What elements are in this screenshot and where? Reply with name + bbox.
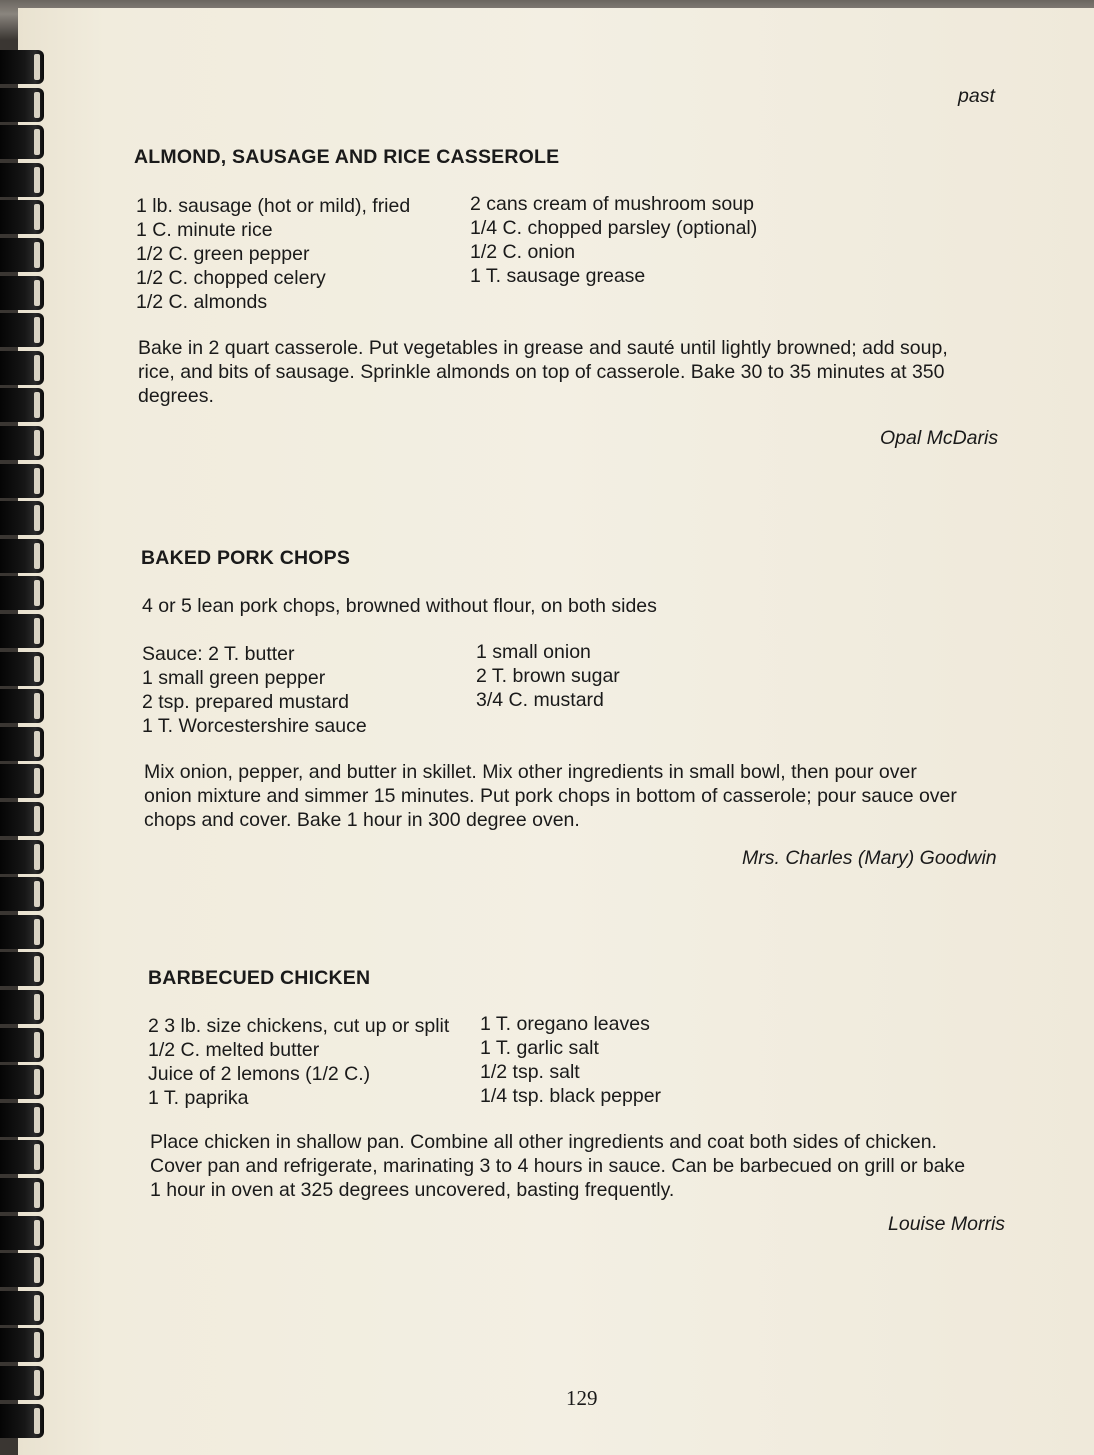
- binding-coil: [0, 689, 44, 723]
- binding-coil: [0, 877, 44, 911]
- ingredient-line: 1 T. garlic salt: [480, 1037, 599, 1059]
- binding-coil: [0, 125, 44, 159]
- ingredient-line: 3/4 C. mustard: [476, 689, 604, 711]
- binding-coil: [0, 163, 44, 197]
- cookbook-page: [18, 8, 1094, 1455]
- binding-coil: [0, 351, 44, 385]
- binding-coil: [0, 1065, 44, 1099]
- directions-line: Bake in 2 quart casserole. Put vegetables in grease and sauté until lightly browned; add soup,: [138, 337, 948, 359]
- ingredient-line: 1 small green pepper: [142, 667, 326, 689]
- directions-line: Place chicken in shallow pan. Combine all other ingredients and coat both sides of chicken.: [150, 1131, 937, 1153]
- page-number: 129: [566, 1386, 598, 1410]
- binding-coil: [0, 276, 44, 310]
- binding-coil: [0, 1291, 44, 1325]
- binding-coil: [0, 614, 44, 648]
- ingredient-line: 1/2 C. green pepper: [136, 243, 310, 265]
- binding-coil: [0, 764, 44, 798]
- ingredient-line: 1 T. oregano leaves: [480, 1013, 650, 1035]
- directions-line: degrees.: [138, 385, 214, 407]
- binding-coil: [0, 576, 44, 610]
- ingredient-line: 2 tsp. prepared mustard: [142, 691, 350, 713]
- ingredient-line: 2 3 lb. size chickens, cut up or split: [148, 1015, 450, 1037]
- ingredient-line: 2 cans cream of mushroom soup: [470, 193, 754, 215]
- ingredient-line: 1 small onion: [476, 641, 591, 663]
- ingredient-line: 1 T. Worcestershire sauce: [142, 715, 367, 737]
- binding-coil: [0, 501, 44, 535]
- section-label: past: [958, 85, 995, 107]
- ingredient-line: Sauce: 2 T. butter: [142, 643, 295, 665]
- directions-line: chops and cover. Bake 1 hour in 300 degree oven.: [144, 809, 580, 831]
- ingredient-line: 1 T. sausage grease: [470, 265, 646, 287]
- binding-coil: [0, 1140, 44, 1174]
- directions-line: rice, and bits of sausage. Sprinkle almonds on top of casserole. Bake 30 to 35 minutes at 350: [138, 361, 945, 383]
- binding-coil: [0, 840, 44, 874]
- ingredient-line: 1/2 tsp. salt: [480, 1061, 580, 1083]
- ingredient-line: Juice of 2 lemons (1/2 C.): [148, 1063, 371, 1085]
- ingredient-line: 1/4 C. chopped parsley (optional): [470, 217, 758, 239]
- binding-coil: [0, 1404, 44, 1438]
- binding-coil: [0, 1328, 44, 1362]
- recipe-title-baked-pork-chops: BAKED PORK CHOPS: [141, 547, 351, 569]
- binding-coil: [0, 915, 44, 949]
- ingredient-line: 1/2 C. almonds: [136, 291, 268, 313]
- recipe-contributor: Louise Morris: [888, 1213, 1006, 1235]
- binding-coil: [0, 652, 44, 686]
- binding-coil: [0, 1178, 44, 1212]
- binding-coil: [0, 88, 44, 122]
- directions-line: 1 hour in oven at 325 degrees uncovered, basting frequently.: [150, 1179, 675, 1201]
- binding-coil: [0, 464, 44, 498]
- binding-coil: [0, 539, 44, 573]
- binding-coil: [0, 200, 44, 234]
- recipe-contributor: Opal McDaris: [880, 427, 999, 449]
- binding-coil: [0, 802, 44, 836]
- binding-coil: [0, 1028, 44, 1062]
- ingredient-line: 1/2 C. onion: [470, 241, 576, 263]
- binding-coil: [0, 990, 44, 1024]
- recipe-title-almond-casserole: ALMOND, SAUSAGE AND RICE CASSEROLE: [134, 146, 560, 168]
- spiral-binding: [0, 0, 60, 1455]
- binding-coil: [0, 1103, 44, 1137]
- binding-coil: [0, 426, 44, 460]
- recipe-contributor: Mrs. Charles (Mary) Goodwin: [742, 847, 997, 869]
- binding-coil: [0, 1253, 44, 1287]
- binding-coil: [0, 238, 44, 272]
- binding-coil: [0, 1366, 44, 1400]
- ingredient-line: 1/2 C. melted butter: [148, 1039, 320, 1061]
- binding-coil: [0, 313, 44, 347]
- binding-coil: [0, 727, 44, 761]
- directions-line: Cover pan and refrigerate, marinating 3 to 4 hours in sauce. Can be barbecued on grill or bake: [150, 1155, 966, 1177]
- recipe-title-barbecued-chicken: BARBECUED CHICKEN: [148, 967, 371, 989]
- ingredient-line: 1/2 C. chopped celery: [136, 267, 326, 289]
- recipe-intro: 4 or 5 lean pork chops, browned without flour, on both sides: [142, 595, 657, 617]
- binding-coil: [0, 952, 44, 986]
- binding-coil: [0, 388, 44, 422]
- ingredient-line: 2 T. brown sugar: [476, 665, 620, 687]
- directions-line: onion mixture and simmer 15 minutes. Put pork chops in bottom of casserole; pour sauce over: [144, 785, 957, 807]
- ingredient-line: 1/4 tsp. black pepper: [480, 1085, 662, 1107]
- binding-coil: [0, 1216, 44, 1250]
- binding-coil: [0, 50, 44, 84]
- directions-line: Mix onion, pepper, and butter in skillet. Mix other ingredients in small bowl, then pour over: [144, 761, 917, 783]
- ingredient-line: 1 T. paprika: [148, 1087, 249, 1109]
- ingredient-line: 1 lb. sausage (hot or mild), fried: [136, 195, 411, 217]
- ingredient-line: 1 C. minute rice: [136, 219, 273, 241]
